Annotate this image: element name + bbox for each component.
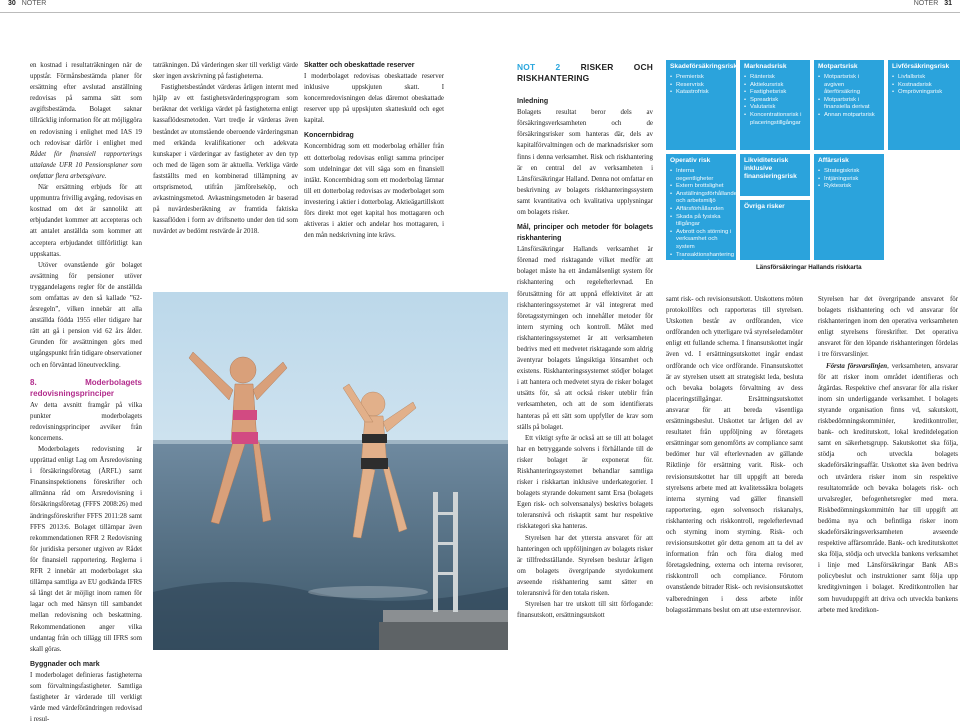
risk-item-list	[888, 73, 960, 98]
paragraph: Moderbolagets redovisning är upprättad enligt Lag om Årsredovisning i försäkringsföretag (ÅRFL) samt Finansinspektionens föreskrifter och allmänna råd om Årsredovisning i försäkringsföretag (FFFS 2008:26) med ändringsföreskrifter FFFS 2011:28 samt FFFS 2013:6. Bolaget tillämpar även rekommendationen RFR 2 Redovisning för juridiska personer utgiven av Rådet för finansiell rapportering. Reglerna i RFR 2 innebär att moderbolaget ska tillämpa samtliga av EU godkända IFRS så långt det är möjligt inom ramen för lagar och med hänsyn till sambandet mellan redovisning och beskattning. Rekommendationen anger vilka undantag från och tillägg till IFRS som skall göras.	[30, 446, 142, 653]
subheading: Byggnader och mark	[30, 660, 100, 668]
paragraph: I moderbolaget redovisas obeskattade reserver inklusive uppskjuten skatt. I koncernredovisningen delas däremot obeskattade reserver upp på uppskjuten skatteskuld och eget kapital.	[304, 73, 444, 125]
risk-item: • Omprövningsrisk	[892, 89, 956, 97]
section-label-right: NOTER	[913, 0, 939, 7]
risk-item-list	[814, 73, 884, 121]
paragraph-emphasis: Första försvarslinjen	[826, 362, 888, 370]
risk-category-box	[666, 60, 736, 150]
risk-item: • Anställningsförhållanden och arbetsmiljö	[670, 191, 732, 206]
paragraph: Styrelsen har det yttersta ansvaret för att hanteringen och uppföljningen av bolagets risker är tillfredsställande. Styrelsen beslutar årligen om bolagets övergripande styrdokument avseende riskhantering samt sätter en toleransnivå för den totala risken.	[517, 534, 653, 598]
risk-category-title: Motpartsrisk	[818, 63, 858, 70]
risk-item: • Koncentrationsrisk i placeringstillgångar	[744, 112, 806, 127]
page-number-right: 31	[944, 0, 952, 7]
photo-swimmers-jumping	[153, 292, 508, 650]
risk-item: • Livfallsrisk	[892, 74, 956, 82]
paragraph: I moderbolaget definieras fastigheterna som förvaltningsfastigheter. Samtliga fastigheter är värderade till verkligt värde med värdeförändringen redovisad i resul-	[30, 671, 142, 724]
photo-illustration	[153, 292, 508, 650]
risk-category-title: Övriga risker	[744, 203, 785, 210]
paragraph: Länsförsäkringar Hallands verksamhet är förenad med risktagande vilket medför att bolaget måste ha ett ändamålsenligt system för riskhantering och regelefterlevnad. En förutsättning för att uppnå effektivitet är att riskhanteringssystemet är väl integrerat med företagsstyrningen och innehåller metoder för intern styrning och kontroll. Målet med riskhanteringssystemet är att verksamheten bedrivs med ett medvetet risktagande som aldrig äventyrar bolagets långsiktiga lönsamhet och existens. Riskhanteringssystemet stödjer bolaget i att hantera och medvetet styra de risker bolaget utsätts för, så att också risker uteblir från verksamheten, och att de som identifierats hanteras på ett sätt som uppfyller de krav som ställs på bolaget.	[517, 246, 653, 431]
risk-item: • Premierisk	[670, 74, 732, 82]
risk-category-box	[740, 200, 810, 260]
paragraph: taträkningen. Då värderingen sker till verkligt värde sker ingen avskrivning på fastigheterna.	[153, 62, 298, 81]
risk-item: • Affärsförhållanden	[670, 206, 732, 214]
paragraph: Koncernbidrag som ett moderbolag erhåller från ett dotterbolag redovisas enligt samma principer som utdelningar det vill säga som en finansiell intäkt. Koncernbidrag som ett moderbolag lämnar till ett dotterbolag redovisas av moderbolaget som investering i aktier i dotterbolag. Aktieägartillskott förs direkt mot eget kapital hos mottagaren och aktiveras i aktier och andelar hos mottagaren, i den mån nedskrivning inte krävs.	[304, 143, 444, 240]
text-column-3	[304, 60, 444, 290]
paragraph	[30, 60, 142, 182]
paragraph: Utöver ovanstående gör bolaget avsättning för pensioner utöver tryggandelagens regler för de anställda som omfattas av den så kallade ”62-årsregeln”, vilken innebär att alla anställda födda 1955 eller tidigare har rätt att gå i pension vid 62 års ålder. Grunden för avsättningen görs med utgångspunkt från tidigare observationer och en förväntad löneutveckling.	[30, 261, 142, 369]
paragraph: Bolagets resultat beror dels av försäkringsverksamheten och de försäkringsrisker som hanteras där, dels av kapitalförvaltningen och de marknadsrisker som finns i denna verksamhet. Risk och riskhantering är en central del av verksamheten i Länsförsäkringar Halland. Denna not omfattar en beskrivning av bolagets riskhanteringssystem samt kvantitativa och kvalitativa upplysningar om bolagets risker.	[517, 109, 653, 217]
risk-item: • Strategiskrisk	[818, 168, 880, 176]
paragraph-text: , verksamheten, ansvarar för att risker inom området identifieras och åtgärdas. Respektive chef ansvarar för alla risker inom sin underliggande verksamhet. I bolagets styrande organisation finns vd, sakutskott, riskbedömningskommittéer, kreditkontroller, bank- och kreditutskott, lokal kreditdelegation samt en säkerhetsgrupp. Sakutskottet ska följa, stödja och utveckla bolagets skadeförsäkringsaffär. Utskottet ska även bedriva och utvärdera risker inom sin respektive resultatområde och bevaka bolagets risk- och urvalsregler, befogenhetsregler med mera. Riskbedömningskommittén har till uppgift att bedöma nya och befintliga risker inom skadeförsäkringsverksamheten avseende respektive affärsområde. Bank- och kreditutskottet ska följa, stödja och utveckla bankens verksamhet i linje med Länsförsäkringar Bank AB:s policybeslut och instruktioner samt följa upp kreditgivningen i bolaget. Kreditkontrollen har som huvuduppgift att driva och utveckla bankens arbete med kreditkon-	[818, 362, 958, 614]
risk-item: • Motpartsrisk i finansiella derivat	[818, 97, 880, 112]
paragraph-text: en kostnad i resultaträkningen när de uppstår. Förmånsbestämda planer för ersättning efter avslutad anställning redovisas på samma sätt som avgiftsbestämda. Bolaget saknar tillräcklig information för att möjliggöra en redovisning i enlighet med IAS 19 och redovisar därför i enlighet med	[30, 62, 142, 147]
risk-item: • Transaktionshantering och processtyrning	[670, 252, 732, 267]
subheading: Skatter och obeskattade reserver	[304, 62, 415, 69]
risk-category-box	[740, 60, 810, 150]
paragraph: När ersättning erbjuds för att uppmuntra frivillig avgång, redovisas en kostnad om det är sannolikt att erbjudandet kommer att accepteras och att antalet anställda som kommer att acceptera erbjudandet tillförlitligt kan uppskattas.	[30, 184, 142, 258]
risk-item: • Kostnadsrisk	[892, 82, 956, 90]
risk-category-box	[740, 154, 810, 196]
section-heading: 8. Moderbolagets redovisningsprinciper	[30, 377, 142, 398]
section-label-left: NOTER	[21, 0, 47, 7]
risk-item: • Ränterisk	[744, 74, 806, 82]
risk-item: • Aktiekursrisk	[744, 82, 806, 90]
risk-item-list	[814, 167, 884, 192]
risk-item: • Skada på fysiska tillgångar	[670, 214, 732, 229]
risk-category-title: Marknadsrisk	[744, 63, 787, 70]
risk-item-list	[666, 73, 736, 98]
note-number: NOT 2	[517, 62, 561, 72]
risk-item: • Valutarisk	[744, 104, 806, 112]
risk-item-list	[740, 73, 810, 128]
subheading: Mål, principer och metoder för bolagets riskhantering	[517, 224, 653, 243]
risk-category-box	[666, 154, 741, 266]
risk-category-title: Likviditetsrisk inklusive finansieringsrisk	[744, 157, 797, 180]
risk-item: • Annan motpartsrisk	[818, 112, 880, 120]
paragraph: Av detta avsnitt framgår på vilka punkter moderbolagets redovisningsprinciper avviker från koncernens.	[30, 401, 142, 442]
risk-item: • Katastrofrisk	[670, 89, 732, 97]
risk-category-title: Affärsrisk	[818, 157, 849, 164]
risk-item: • Interna oegentligheter	[670, 168, 732, 183]
note-title-text: RISKER OCH RISKHANTERING	[517, 62, 653, 84]
paragraph-emphasis: Rådet för finansiell rapporterings uttalande UFR 10 Pensionsplaner som omfattar flera arbetsgivare.	[30, 150, 142, 180]
paragraph: Styrelsen har tre utskott till sitt förfogande: finansutskott, ersättningsutskott	[517, 601, 653, 620]
header-rule	[0, 12, 960, 13]
risk-category-box	[814, 60, 884, 150]
risk-item: • Motpartsrisk i avgiven återförsäkring	[818, 74, 880, 97]
risk-item: • Fastighetsrisk	[744, 89, 806, 97]
risk-map-chart	[666, 60, 960, 274]
risk-category-box	[814, 154, 884, 260]
risk-category-title: Livförsäkringsrisk	[892, 63, 950, 70]
risk-item: • Reservrisk	[670, 82, 732, 90]
paragraph: Ett viktigt syfte är också att se till att bolaget har en betryggande solvens i förhållande till de risker bolaget är exponerat för. Riskhanteringssystemet behandlar samtliga risker i riskkartan inklusive underkategorier. I bolagets styrande dokument samt Ersa (bolagets Egen risk- och solvensanalys) beskrivs bolagets toleransnivå och riskaptit samt hur respektive riskkategori ska hanteras.	[517, 434, 653, 531]
page-number-left: 30	[8, 0, 16, 7]
text-column-4	[517, 60, 653, 650]
paragraph: samt risk- och revisionsutskott. Utskottens möten protokollförs och rapporteras till styrelsen. Utskotten består av ordföranden, vice ordföranden och ytterligare två styrelseledamöter enligt ett fullande schema. I finansutskottet ingår även vd. I ersättningsutskottet ingår endast ordförande och vice ordförande. Finansutskottet är av styrelsen utsett att strategiskt leda, besluta och bevaka bolagets förvaltning av dess placeringstillgångar. Ersättningsutskottet ansvarar för att bereda väsentliga ersättningsbeslut. Utskottet tar årligen del av resultatet från uppföljning av företagets ersättningar som genomförts av compliance samt bedömer hur väl efterlevnaden av gällande Riktlinje för ersättning varit. Risk- och revisionsutskottet har till uppgift att bereda styrelsens arbete med att kvalitetssäkra bolagets interna styrning vad gäller finansiell rapportering, egen solvensoch riskanalys, riskhantering och riskkontroll, regelefterlevnad och styrning inom styrning. Risk- och revisionsutskottet gör detta genom att ta del av information från och föra dialog med företagsledning, externa och interna revisorer, riskkontroll och compliance. Förutom ovanstående bitrader Risk- och revisionsutskottet valberedningen i dess arbete inför bolagsstämmans beslut om att utse externrevisor.	[666, 296, 803, 614]
risk-item: • Spreadrisk	[744, 97, 806, 105]
risk-item: • Extern brottslighet	[670, 183, 732, 191]
text-column-5	[666, 294, 803, 650]
risk-item: • Ryktesrisk	[818, 183, 880, 191]
subheading: Koncernbidrag	[304, 132, 354, 140]
risk-item: • Intjäningsrisk	[818, 176, 880, 184]
subheading: Inledning	[517, 98, 549, 106]
text-column-2	[153, 60, 298, 290]
risk-category-title: Skadeförsäkringsrisk	[670, 63, 738, 70]
risk-map-caption: Länsförsäkringar Hallands riskkarta	[756, 264, 862, 271]
risk-item: • Avbrott och störning i verksamhet och system	[670, 229, 732, 252]
text-column-1	[30, 60, 142, 724]
paragraph: Styrelsen har det övergripande ansvaret för bolagets riskhantering och vd ansvarar för riskhanteringen inom den operativa verksamheten enligt styrelsens föreskrifter. Det operativa ansvaret för den löpande riskhanteringen fördelas i tre försvarslinjer.	[818, 296, 958, 359]
note-title	[517, 62, 653, 84]
risk-category-title: Operativ risk	[670, 157, 711, 164]
paragraph: Fastighetsbeståndet värderas årligen internt med hjälp av ett fastighetsvärderingsprogram som beräknar det verkliga värdet på fastigheterna enligt kassaflödesmetoden. Vart tredje år värderas även beståndet av utomstående oberoende värderingsman med erkända kvalifikationer och adekvata kunskaper i värderingar av fastigheter av den typ och med de lägen som är aktuella. Verkliga värde fastställts med en kombinerad tillämpning av ortsprismetod, utifrån jämförelseköp, och avkastningsmetod. Avkastningsmetoden är baserad på nuvärdesberäkning av framtida faktiska kassaflöden i form av driftsnetto under den tid som nuvärdet av bedömt restvärde år 2018.	[153, 84, 298, 236]
paragraph	[818, 361, 958, 616]
risk-item-list	[666, 167, 741, 268]
risk-category-box	[888, 60, 960, 150]
text-column-6	[818, 294, 958, 650]
